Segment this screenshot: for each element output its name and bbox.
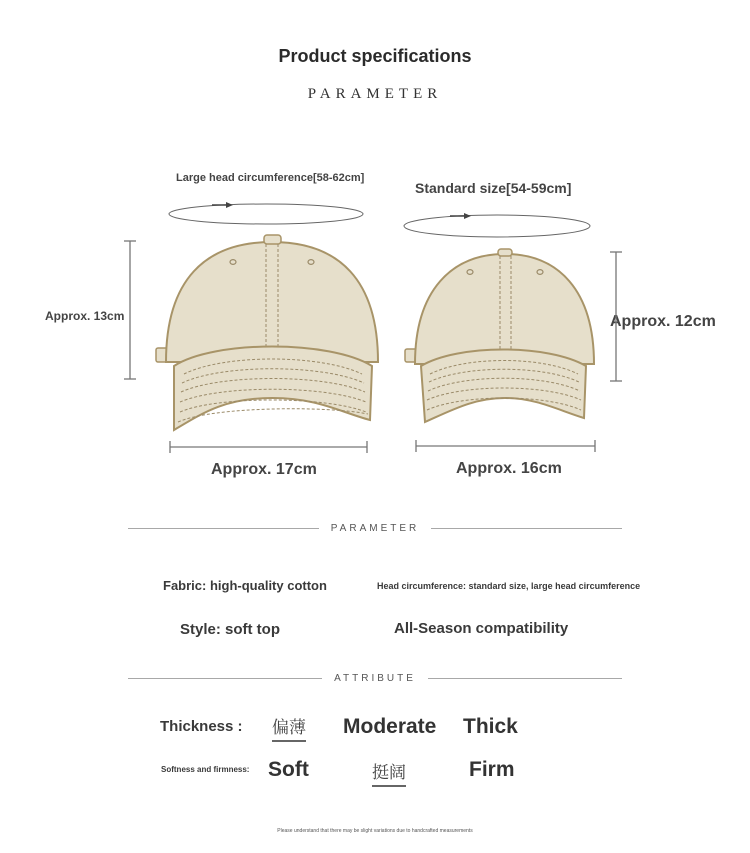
divider-line-left <box>128 528 319 529</box>
fabric-spec: Fabric: high-quality cotton <box>163 578 327 593</box>
thickness-option-thick: Thick <box>463 715 518 738</box>
large-cap-illustration <box>156 235 378 430</box>
divider-line-right <box>431 528 622 529</box>
page-subtitle: PARAMETER <box>307 86 443 102</box>
divider-line-right <box>428 678 622 679</box>
standard-width-ruler <box>416 440 595 452</box>
attribute-divider-label: ATTRIBUTE <box>334 672 416 684</box>
divider-line-left <box>128 678 322 679</box>
standard-height-ruler <box>610 252 622 381</box>
attribute-divider <box>128 671 622 685</box>
large-height-label: Approx. 13cm <box>45 309 125 323</box>
standard-circumference-icon <box>404 213 590 237</box>
large-width-label: Approx. 17cm <box>211 461 317 478</box>
standard-circumference-label: Standard size[54-59cm] <box>415 180 572 196</box>
head-circumference-spec: Head circumference: standard size, large head circumference <box>377 581 641 591</box>
large-width-ruler <box>170 441 367 453</box>
standard-width-label: Approx. 16cm <box>456 460 562 477</box>
large-circumference-icon <box>169 202 363 224</box>
softness-option-soft: Soft <box>268 758 309 781</box>
parameter-divider <box>128 521 622 535</box>
thickness-label: Thickness : <box>160 718 243 735</box>
style-spec: Style: soft top <box>180 621 280 638</box>
thickness-option-moderate: Moderate <box>343 715 437 738</box>
standard-height-label: Approx. 12cm <box>610 313 716 330</box>
large-circumference-label: Large head circumference[58-62cm] <box>176 172 365 184</box>
large-height-ruler <box>124 241 136 379</box>
parameter-divider-label: PARAMETER <box>330 522 420 534</box>
page-title: Product specifications <box>278 46 472 66</box>
season-spec: All-Season compatibility <box>394 620 569 637</box>
softness-option-stiff: 挺阔 <box>372 758 406 787</box>
footer-note: Please understand that there may be slight variations due to handcrafted measurements <box>277 828 473 834</box>
softness-label: Softness and firmness: <box>161 765 250 774</box>
standard-cap-illustration <box>405 249 594 422</box>
softness-option-firm: Firm <box>469 758 515 781</box>
thickness-option-thin: 偏薄 <box>272 713 306 742</box>
